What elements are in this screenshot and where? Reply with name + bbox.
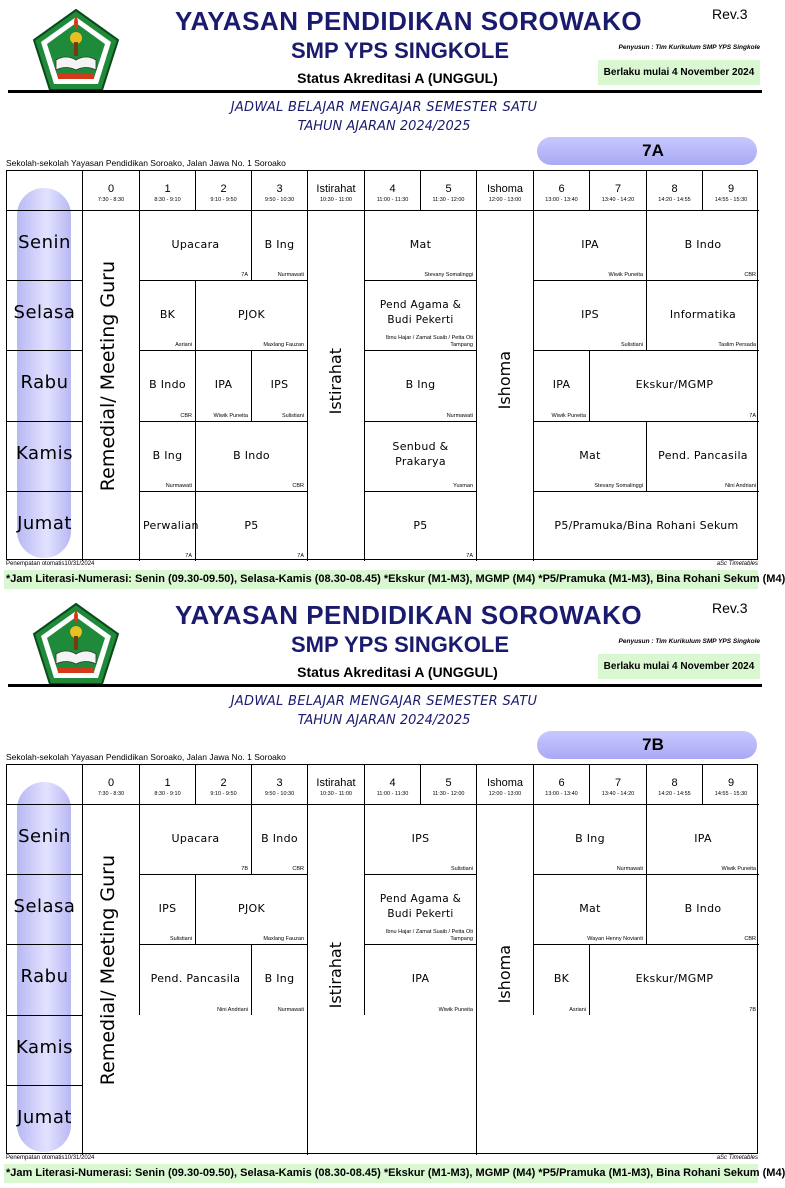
column-header (195, 765, 251, 804)
compiler-label: Penyusun : Tim Kurikulum SMP YPS Singkole (618, 44, 760, 51)
lesson-teacher: Nurmawati (165, 482, 192, 489)
lesson-cell[interactable] (139, 944, 251, 1015)
period-number: Istirahat (316, 777, 356, 789)
lesson-teacher: Taslim Persada (718, 341, 756, 348)
column-header (82, 765, 139, 804)
lesson-cell[interactable] (139, 491, 199, 561)
column-header (646, 765, 702, 804)
period-time: 10:30 - 11:00 (319, 197, 352, 203)
software-credit: aSc Timetables (716, 561, 758, 567)
software-credit: aSc Timetables (716, 1155, 758, 1161)
lesson-teacher: Stevany Somalinggi (424, 271, 473, 278)
lesson-subject: B Ing (152, 448, 183, 462)
lesson-cell[interactable] (646, 280, 759, 350)
lesson-teacher: 7A (297, 552, 304, 559)
period-time: 11:30 - 12:00 (432, 197, 465, 203)
row-divider (7, 350, 82, 351)
foundation-title: YAYASAN PENDIDIKAN SOROWAKO (175, 600, 643, 630)
column-header (364, 171, 420, 210)
revision-label: Rev.3 (712, 600, 748, 616)
lesson-teacher: Yusman (453, 482, 473, 489)
lesson-teacher: Wiwik Puneita (438, 1006, 473, 1013)
yps-logo-icon (32, 602, 120, 686)
lesson-subject: IPA (552, 378, 571, 391)
remedial-cell (82, 804, 139, 1155)
period-time: 13:00 - 13:40 (545, 791, 578, 797)
generated-date: Penempatan otomatis10/31/2024 (6, 1155, 95, 1161)
lesson-subject: B Indo (684, 237, 722, 251)
lesson-subject: IPS (581, 307, 599, 321)
column-header (307, 765, 364, 804)
lesson-subject: Mat (409, 237, 432, 251)
column-header (82, 171, 139, 210)
period-time: 14:20 - 14:55 (658, 197, 691, 203)
period-number: 0 (107, 777, 115, 789)
period-number: 2 (220, 777, 227, 789)
lesson-teacher: CBR (292, 482, 304, 489)
accreditation-status: Status Akreditasi A (UNGGUL) (297, 664, 498, 680)
lesson-subject: B Ing (264, 972, 295, 985)
period-time: 9:10 - 9:50 (210, 791, 237, 797)
column-header (533, 765, 589, 804)
lesson-cell[interactable] (364, 350, 476, 421)
lesson-subject: Mat (579, 901, 601, 915)
day-label: Selasa (13, 302, 76, 323)
lesson-teacher: Maxlang Fauzan (263, 341, 304, 348)
header-divider (8, 684, 762, 687)
lesson-cell[interactable] (533, 804, 646, 874)
lesson-cell[interactable] (533, 491, 759, 561)
lesson-teacher: Sulistiani (281, 412, 304, 419)
remedial-label: Remedial/ Meeting Guru (97, 855, 119, 1086)
lesson-cell[interactable] (195, 421, 307, 491)
lesson-cell[interactable] (195, 280, 307, 350)
lesson-teacher: Wiwik Puneita (213, 412, 248, 419)
lesson-subject: Senbud & Prakarya (392, 439, 449, 468)
period-number: 4 (389, 183, 396, 195)
lesson-subject: IPS (270, 378, 289, 391)
ishoma-label: Ishoma (495, 945, 514, 1004)
column-header (646, 171, 702, 210)
day-label: Kamis (16, 1037, 73, 1058)
schedule-notes: *Jam Literasi-Numerasi: Senin (09.30-09.50), Selasa-Kamis (08.30-08.45) *Ekskur (M1-M3), MGMP (M4) *P5/Pramuka (M1-M3), Bina Rohani Sekum (M4) (4, 570, 758, 589)
lesson-subject: BK (553, 972, 570, 985)
lesson-teacher: CBR (744, 935, 756, 942)
lesson-subject: Pend. Pancasila (658, 448, 748, 462)
period-time: 14:55 - 15:30 (714, 197, 748, 203)
timetable-grid (6, 764, 758, 1154)
lesson-cell[interactable] (364, 210, 476, 280)
timetable-grid (6, 170, 758, 560)
column-header (420, 171, 476, 210)
period-number: 3 (276, 777, 283, 789)
column-header (139, 765, 195, 804)
lesson-subject: Upacara (171, 237, 220, 251)
lesson-cell[interactable] (533, 350, 589, 421)
lesson-cell[interactable] (139, 804, 251, 874)
column-header (533, 171, 589, 210)
lesson-teacher: Asriani (569, 1006, 586, 1013)
column-header (251, 171, 307, 210)
generated-date: Penempatan otomatis10/31/2024 (6, 561, 95, 567)
period-time: 9:10 - 9:50 (210, 197, 237, 203)
lesson-subject: B Indo (261, 831, 298, 845)
lesson-subject: Mat (579, 448, 601, 462)
lesson-cell[interactable] (195, 874, 307, 944)
lesson-subject: IPS (158, 901, 177, 915)
lesson-cell[interactable] (251, 210, 307, 280)
day-label: Rabu (20, 966, 69, 987)
lesson-teacher: Sulistiani (169, 935, 192, 942)
academic-year: TAHUN AJARAN 2024/2025 (297, 713, 471, 728)
lesson-cell[interactable] (364, 280, 476, 350)
row-divider (7, 944, 82, 945)
lesson-subject: Perwalian (143, 518, 199, 532)
column-header (251, 765, 307, 804)
row-divider (7, 210, 82, 211)
column-header (589, 765, 646, 804)
period-number: 1 (164, 183, 171, 195)
day-label: Senin (18, 826, 71, 847)
lesson-teacher: Sulistiani (450, 865, 473, 872)
column-header (702, 765, 759, 804)
foundation-title: YAYASAN PENDIDIKAN SOROWAKO (175, 6, 643, 36)
lesson-teacher: Asriani (175, 341, 192, 348)
period-number: 5 (445, 183, 452, 195)
lesson-teacher: Ibnu Hajar / Zamat Suaib / Petta Oti Tampang (385, 335, 473, 348)
column-header (420, 765, 476, 804)
lesson-cell[interactable] (533, 944, 589, 1015)
lesson-cell[interactable] (533, 280, 646, 350)
lesson-cell[interactable] (195, 491, 307, 561)
lesson-subject: B Indo (684, 901, 722, 915)
lesson-teacher: Nurmawati (446, 412, 473, 419)
period-time: 13:00 - 13:40 (545, 197, 578, 203)
lesson-cell[interactable] (533, 421, 646, 491)
row-divider (7, 1085, 82, 1086)
period-number: 7 (614, 777, 622, 789)
schedule-title: JADWAL BELAJAR MENGAJAR SEMESTER SATU (230, 100, 538, 115)
lesson-subject: IPA (581, 237, 599, 251)
lesson-cell[interactable] (251, 804, 307, 874)
day-label: Senin (18, 232, 71, 253)
lesson-teacher: 7A (466, 552, 473, 559)
lesson-cell[interactable] (139, 421, 195, 491)
class-badge: 7B (537, 731, 757, 759)
period-time: 7:30 - 8:30 (97, 197, 125, 203)
schedule-notes: *Jam Literasi-Numerasi: Senin (09.30-09.50), Selasa-Kamis (08.30-08.45) *Ekskur (M1-M3), MGMP (M4) *P5/Pramuka (M1-M3), Bina Rohani Sekum (M4) (4, 1164, 758, 1183)
school-address: Sekolah-sekolah Yayasan Pendidikan Soroako, Jalan Jawa No. 1 Soroako (6, 158, 286, 168)
period-number: 3 (276, 183, 283, 195)
ishoma-cell (476, 210, 533, 561)
period-number: 9 (727, 183, 735, 195)
column-header (195, 171, 251, 210)
lesson-subject: IPS (411, 831, 430, 845)
schedule-block-7B (0, 594, 785, 1188)
day-label: Jumat (17, 513, 72, 534)
lesson-teacher: Nurmawati (277, 1006, 304, 1013)
lesson-cell[interactable] (364, 874, 476, 944)
period-time: 9:50 - 10:30 (264, 197, 295, 203)
column-header (702, 171, 759, 210)
lesson-subject: IPA (694, 831, 712, 845)
lesson-cell[interactable] (364, 491, 476, 561)
lesson-subject: B Ing (264, 237, 295, 251)
lesson-cell[interactable] (251, 350, 307, 421)
column-header (364, 765, 420, 804)
column-header (476, 171, 533, 210)
lesson-teacher: Sulistiani (620, 341, 643, 348)
period-time: 7:30 - 8:30 (97, 791, 125, 797)
ishoma-cell (476, 804, 533, 1155)
break-cell (307, 804, 364, 1155)
lesson-cell[interactable] (589, 944, 759, 1015)
period-time: 11:00 - 11:30 (376, 197, 409, 203)
school-name: SMP YPS SINGKOLE (290, 38, 510, 63)
lesson-subject: B Indo (233, 448, 270, 462)
lesson-teacher: CBR (292, 865, 304, 872)
period-number: Ishoma (486, 183, 524, 195)
period-number: 5 (445, 777, 452, 789)
lesson-cell[interactable] (533, 874, 646, 944)
period-number: 6 (558, 777, 565, 789)
lesson-teacher: 7B (749, 1006, 756, 1013)
day-label: Rabu (20, 372, 69, 393)
column-header (476, 765, 533, 804)
break-cell (307, 210, 364, 561)
lesson-teacher: Nurmawati (616, 865, 643, 872)
period-time: 14:20 - 14:55 (658, 791, 691, 797)
lesson-subject: P5 (413, 518, 428, 532)
school-address: Sekolah-sekolah Yayasan Pendidikan Soroako, Jalan Jawa No. 1 Soroako (6, 752, 286, 762)
period-time: 11:30 - 12:00 (432, 791, 465, 797)
period-number: 2 (220, 183, 227, 195)
lesson-teacher: Wiwik Puneita (551, 412, 586, 419)
period-number: 7 (614, 183, 622, 195)
lesson-subject: PJOK (238, 901, 265, 915)
period-number: 9 (727, 777, 735, 789)
lesson-subject: BK (159, 307, 176, 321)
period-number: 6 (558, 183, 565, 195)
lesson-teacher: Nini Andriani (725, 482, 756, 489)
row-divider (7, 491, 82, 492)
lesson-subject: P5 (244, 518, 259, 532)
column-header (589, 171, 646, 210)
lesson-teacher: 7B (241, 865, 248, 872)
period-time: 13:40 - 14:20 (601, 197, 635, 203)
lesson-cell[interactable] (139, 350, 195, 421)
lesson-cell[interactable] (364, 944, 476, 1015)
column-header (139, 171, 195, 210)
lesson-teacher: Nurmawati (277, 271, 304, 278)
revision-label: Rev.3 (712, 6, 748, 22)
lesson-cell[interactable] (364, 804, 476, 874)
lesson-cell[interactable] (139, 874, 195, 944)
period-time: 8:30 - 9:10 (154, 791, 181, 797)
lesson-subject: Informatika (669, 307, 737, 321)
lesson-subject: P5/Pramuka/Bina Rohani Sekum (554, 518, 739, 532)
row-divider (7, 280, 82, 281)
break-label: Istirahat (326, 348, 345, 415)
lesson-teacher: Wiwik Puneita (608, 271, 643, 278)
lesson-subject: Pend Agama & Budi Pekerti (379, 892, 462, 920)
period-time: 14:55 - 15:30 (714, 791, 748, 797)
lesson-teacher: Stevany Somalinggi (594, 482, 643, 489)
lesson-subject: IPA (214, 378, 233, 391)
lesson-cell[interactable] (139, 280, 195, 350)
lesson-cell[interactable] (139, 210, 251, 280)
period-number: 8 (671, 183, 678, 195)
period-number: 1 (164, 777, 171, 789)
day-label: Jumat (17, 1107, 72, 1128)
remedial-label: Remedial/ Meeting Guru (97, 261, 119, 492)
lesson-subject: Ekskur/MGMP (635, 378, 714, 391)
column-header (307, 171, 364, 210)
lesson-subject: B Ing (405, 378, 436, 391)
lesson-teacher: Nini Andriani (217, 1006, 248, 1013)
school-name: SMP YPS SINGKOLE (290, 632, 510, 657)
compiler-label: Penyusun : Tim Kurikulum SMP YPS Singkole (618, 638, 760, 645)
lesson-cell[interactable] (646, 421, 759, 491)
lesson-subject: Upacara (171, 831, 220, 845)
effective-date-badge: Berlaku mulai 4 November 2024 (598, 654, 760, 679)
period-time: 12:00 - 13:00 (488, 791, 522, 797)
row-divider (7, 874, 82, 875)
period-number: 4 (389, 777, 396, 789)
period-time: 12:00 - 13:00 (488, 197, 522, 203)
lesson-teacher: 7A (749, 412, 756, 419)
lesson-cell[interactable] (646, 210, 759, 280)
period-time: 11:00 - 11:30 (376, 791, 409, 797)
lesson-teacher: 7A (185, 552, 192, 559)
period-time: 13:40 - 14:20 (601, 791, 635, 797)
lesson-cell[interactable] (364, 421, 476, 491)
period-number: Ishoma (486, 777, 524, 789)
academic-year: TAHUN AJARAN 2024/2025 (297, 119, 471, 134)
period-number: 8 (671, 777, 678, 789)
lesson-cell[interactable] (646, 804, 759, 874)
effective-date-badge: Berlaku mulai 4 November 2024 (598, 60, 760, 85)
lesson-subject: B Ing (575, 831, 605, 845)
lesson-subject: PJOK (238, 307, 265, 321)
break-label: Istirahat (326, 942, 345, 1009)
period-number: 0 (107, 183, 115, 195)
lesson-teacher: CBR (180, 412, 192, 419)
lesson-teacher: Wiwik Puneita (721, 865, 756, 872)
lesson-teacher: CBR (744, 271, 756, 278)
lesson-cell[interactable] (533, 210, 646, 280)
schedule-title: JADWAL BELAJAR MENGAJAR SEMESTER SATU (230, 694, 538, 709)
header-divider (8, 90, 762, 93)
lesson-cell[interactable] (646, 874, 759, 944)
period-time: 9:50 - 10:30 (264, 791, 295, 797)
lesson-subject: IPA (411, 972, 430, 985)
class-badge: 7A (537, 137, 757, 165)
lesson-teacher: Ibnu Hajar / Zamat Suaib / Petta Oti Tampang (385, 929, 473, 942)
period-time: 8:30 - 9:10 (154, 197, 181, 203)
lesson-cell[interactable] (589, 350, 759, 421)
lesson-teacher: Wayan Henny Novianti (587, 935, 643, 942)
ishoma-label: Ishoma (495, 351, 514, 410)
lesson-cell[interactable] (251, 944, 307, 1015)
row-divider (7, 1015, 82, 1016)
lesson-cell[interactable] (195, 350, 251, 421)
lesson-teacher: Maxlang Fauzan (263, 935, 304, 942)
lesson-teacher: 7A (241, 271, 248, 278)
lesson-subject: Pend Agama & Budi Pekerti (379, 298, 462, 326)
yps-logo-icon (32, 8, 120, 92)
day-label: Kamis (16, 443, 73, 464)
row-divider (7, 421, 82, 422)
lesson-subject: Pend. Pancasila (150, 972, 241, 985)
lesson-subject: B Indo (149, 378, 186, 391)
remedial-cell (82, 210, 139, 561)
period-number: Istirahat (316, 183, 356, 195)
day-label: Selasa (13, 896, 76, 917)
period-time: 10:30 - 11:00 (319, 791, 352, 797)
accreditation-status: Status Akreditasi A (UNGGUL) (297, 70, 498, 86)
lesson-subject: Ekskur/MGMP (635, 972, 714, 985)
row-divider (7, 804, 82, 805)
